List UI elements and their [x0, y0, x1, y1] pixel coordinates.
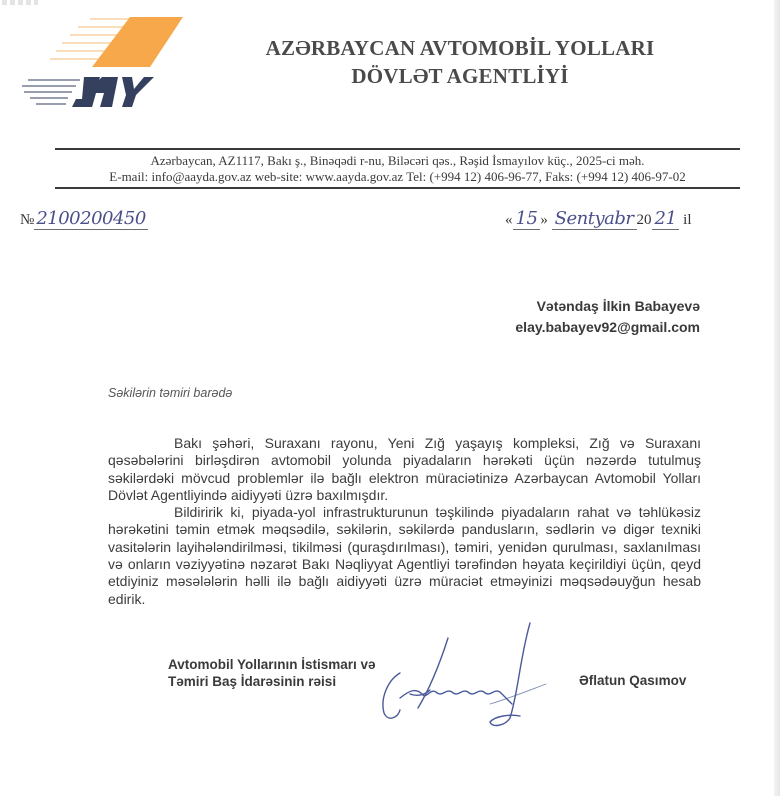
agency-name-line2: DÖVLƏT AGENTLİYİ	[351, 64, 569, 88]
logo-letters-aay	[72, 77, 154, 107]
address-line: Azərbaycan, AZ1117, Bakı ş., Binəqədi r-nu, Biləcəri qəs., Rəşid İsmayılov küç., 2025-ci məh.	[150, 153, 645, 168]
page-edge-shadow	[774, 0, 780, 796]
year-prefix: 20	[636, 212, 652, 228]
handwritten-signature	[370, 618, 550, 733]
agency-name-line1: AZƏRBAYCAN AVTOMOBİL YOLLARI	[265, 36, 655, 60]
signer-title-line1: Avtomobil Yollarının İstismarı və	[168, 657, 376, 672]
handwritten-year: 21	[652, 208, 680, 230]
letter-subject: Səkilərin təmiri barədə	[108, 386, 233, 400]
registration-number	[20, 208, 148, 229]
contact-line: E-mail: info@aayda.gov.az web-site: www.aayda.gov.az Tel: (+994 12) 406-96-77, Faks: (+994 12) 406-97-02	[109, 169, 686, 184]
signer-name: Əflatun Qasımov	[579, 673, 687, 688]
letterhead-rule-bottom	[55, 187, 740, 189]
agency-logo	[20, 15, 190, 110]
recipient-name: Vətəndaş İlkin Babayevə	[536, 298, 700, 314]
body-paragraph: Bakı şəhəri, Suraxanı rayonu, Yeni Zığ yaşayış kompleksi, Zığ və Suraxanı qəsəbələrini birləşdirən avtomobil yolunda piyadaların hərəkəti üçün nəzərdə tutulmuş səkilərdəki mövcud problemlər ilə bağlı elektron müraciətinizə Azərbaycan Avtomobil Yolları Dövlət Agentliyində aidiyyəti üzrə baxılmışdır.	[108, 435, 701, 503]
date-close-quote: »	[540, 212, 548, 228]
logo-orange-parallelogram	[92, 17, 183, 67]
recipient-block	[515, 296, 700, 338]
recipient-email: elay.babayev92@gmail.com	[515, 319, 700, 335]
logo-speed-lines-bottom	[22, 80, 80, 104]
signer-title-line2: Təmiri Baş İdarəsinin rəisi	[168, 674, 337, 689]
handwritten-number: 2100200450	[36, 208, 146, 229]
scan-corner-mark	[2, 0, 38, 5]
letter-date	[505, 208, 692, 229]
letterhead-contacts	[55, 153, 740, 185]
handwritten-day: 15	[513, 208, 541, 230]
number-sign: №	[20, 212, 35, 228]
signer-title	[168, 656, 376, 690]
letter-body	[108, 435, 701, 608]
date-open-quote: «	[505, 212, 513, 228]
body-paragraph: Bildiririk ki, piyada-yol infrastrukturunun təşkilində piyadaların rahat və təhlükəsiz hərəkətini təmin etmək məqsədilə, səkilərin, səkilərdə pandusların, sədlərin və digər texniki vasitələrin layihələndirilməsi, tikilməsi (quraşdırılması), təmiri, yenidən qurulması, saxlanılması və onların vəziyyətinə nəzarət Bakı Nəqliyyat Agentliyi tərəfindən həyata keçirildiyi üçün, qeyd etdiyiniz məsələlərin həlli ilə bağlı aidiyyəti üzrə müraciət etməyinizi məqsədəuyğun hesab edirik.	[108, 504, 701, 607]
agency-name	[225, 34, 695, 90]
letterhead-rule-top	[55, 148, 740, 150]
year-word: il	[683, 212, 692, 228]
handwritten-month: Sentyabr	[552, 208, 637, 230]
